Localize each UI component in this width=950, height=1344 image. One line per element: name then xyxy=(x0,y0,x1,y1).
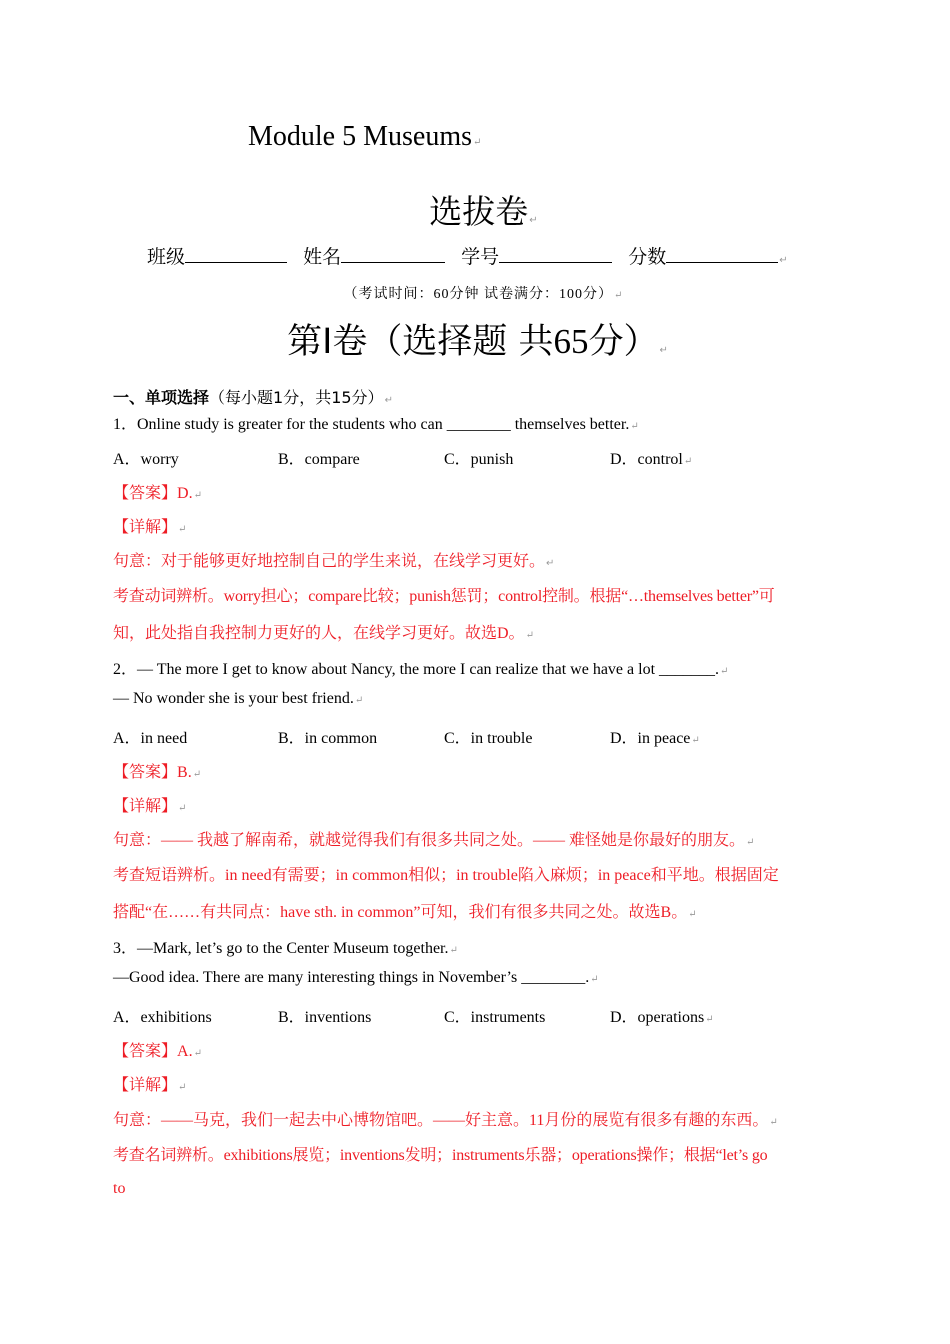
class-blank[interactable] xyxy=(185,245,287,263)
question-3-detail-line: to xyxy=(113,1180,126,1197)
question-2-answer: 【答案】B.↵ xyxy=(113,762,202,781)
question-3-detail-line: 考查名词辨析。exhibitions展览；inventions发明；instruments乐器；operations操作；根据“let’s go xyxy=(113,1147,768,1164)
option-b: B．compare xyxy=(278,451,360,468)
question-1-detail-line: 考查动词辨析。worry担心；compare比较；punish惩罚；control控制。根据“…themselves better”可 xyxy=(113,588,775,605)
student-id-blank[interactable] xyxy=(499,245,612,263)
module-title: Module 5 Museums↵ xyxy=(248,121,482,152)
name-blank[interactable] xyxy=(341,245,445,263)
question-2-detail-tag: 【详解】↵ xyxy=(113,796,187,815)
question-1-detail-line: 句意：对于能够更好地控制自己的学生来说，在线学习更好。↵ xyxy=(113,551,555,570)
option-a: A．worry xyxy=(113,451,179,468)
score-label: 分数 xyxy=(628,246,667,268)
student-info-line: 班级 姓名 学号 分数 ↵ xyxy=(147,246,788,268)
class-label: 班级 xyxy=(147,246,186,268)
option-d: D．operations↵ xyxy=(610,1009,714,1026)
question-3-stem: 3．—Mark, let’s go to the Center Museum together.↵ xyxy=(113,940,458,957)
question-1-answer: 【答案】D.↵ xyxy=(113,483,202,502)
question-2-detail-line: 搭配“在……有共同点：have sth. in common”可知，我们有很多共同之处。故选B。↵ xyxy=(113,904,697,921)
exam-time-note: （考试时间：60分钟 试卷满分：100分）↵ xyxy=(343,287,624,302)
option-b: B．in common xyxy=(278,730,378,747)
question-1-stem: 1．Online study is greater for the students who can ________ themselves better.↵ xyxy=(113,416,639,433)
question-3-detail-tag: 【详解】↵ xyxy=(113,1075,187,1094)
student-id-label: 学号 xyxy=(461,246,500,268)
question-2-stem: — No wonder she is your best friend.↵ xyxy=(113,690,364,707)
option-b: B．inventions xyxy=(278,1009,372,1026)
option-d: D．control↵ xyxy=(610,451,693,468)
exam-type-title: 选拔卷↵ xyxy=(429,192,538,231)
option-d: D．in peace↵ xyxy=(610,730,700,747)
score-blank[interactable] xyxy=(666,245,778,263)
question-1-detail-tag: 【详解】↵ xyxy=(113,517,187,536)
option-a: A．in need xyxy=(113,730,188,747)
option-c: C．instruments xyxy=(444,1009,546,1026)
name-label: 姓名 xyxy=(303,246,342,268)
section-heading: 一、单项选择（每小题1分，共15分）↵ xyxy=(113,388,393,407)
question-2-detail-line: 句意：—— 我越了解南希，就越觉得我们有很多共同之处。—— 难怪她是你最好的朋友。↵ xyxy=(113,832,755,849)
question-1-detail-line: 知，此处指自我控制力更好的人，在线学习更好。故选D。↵ xyxy=(113,625,534,642)
part-title: 第I卷（选择题 共65分）↵ xyxy=(287,322,668,362)
question-3-stem: —Good idea. There are many interesting things in November’s ________.↵ xyxy=(113,969,599,986)
option-c: C．punish xyxy=(444,451,514,468)
option-c: C．in trouble xyxy=(444,730,533,747)
question-3-answer: 【答案】A.↵ xyxy=(113,1041,202,1060)
option-a: A．exhibitions xyxy=(113,1009,212,1026)
question-2-stem: 2．— The more I get to know about Nancy, the more I can realize that we have a lot _______.↵ xyxy=(113,661,729,678)
question-2-detail-line: 考查短语辨析。in need有需要；in common相似；in trouble陷入麻烦；in peace和平地。根据固定 xyxy=(113,867,779,884)
question-3-detail-line: 句意：——马克，我们一起去中心博物馆吧。——好主意。11月份的展览有很多有趣的东西。↵ xyxy=(113,1112,778,1129)
